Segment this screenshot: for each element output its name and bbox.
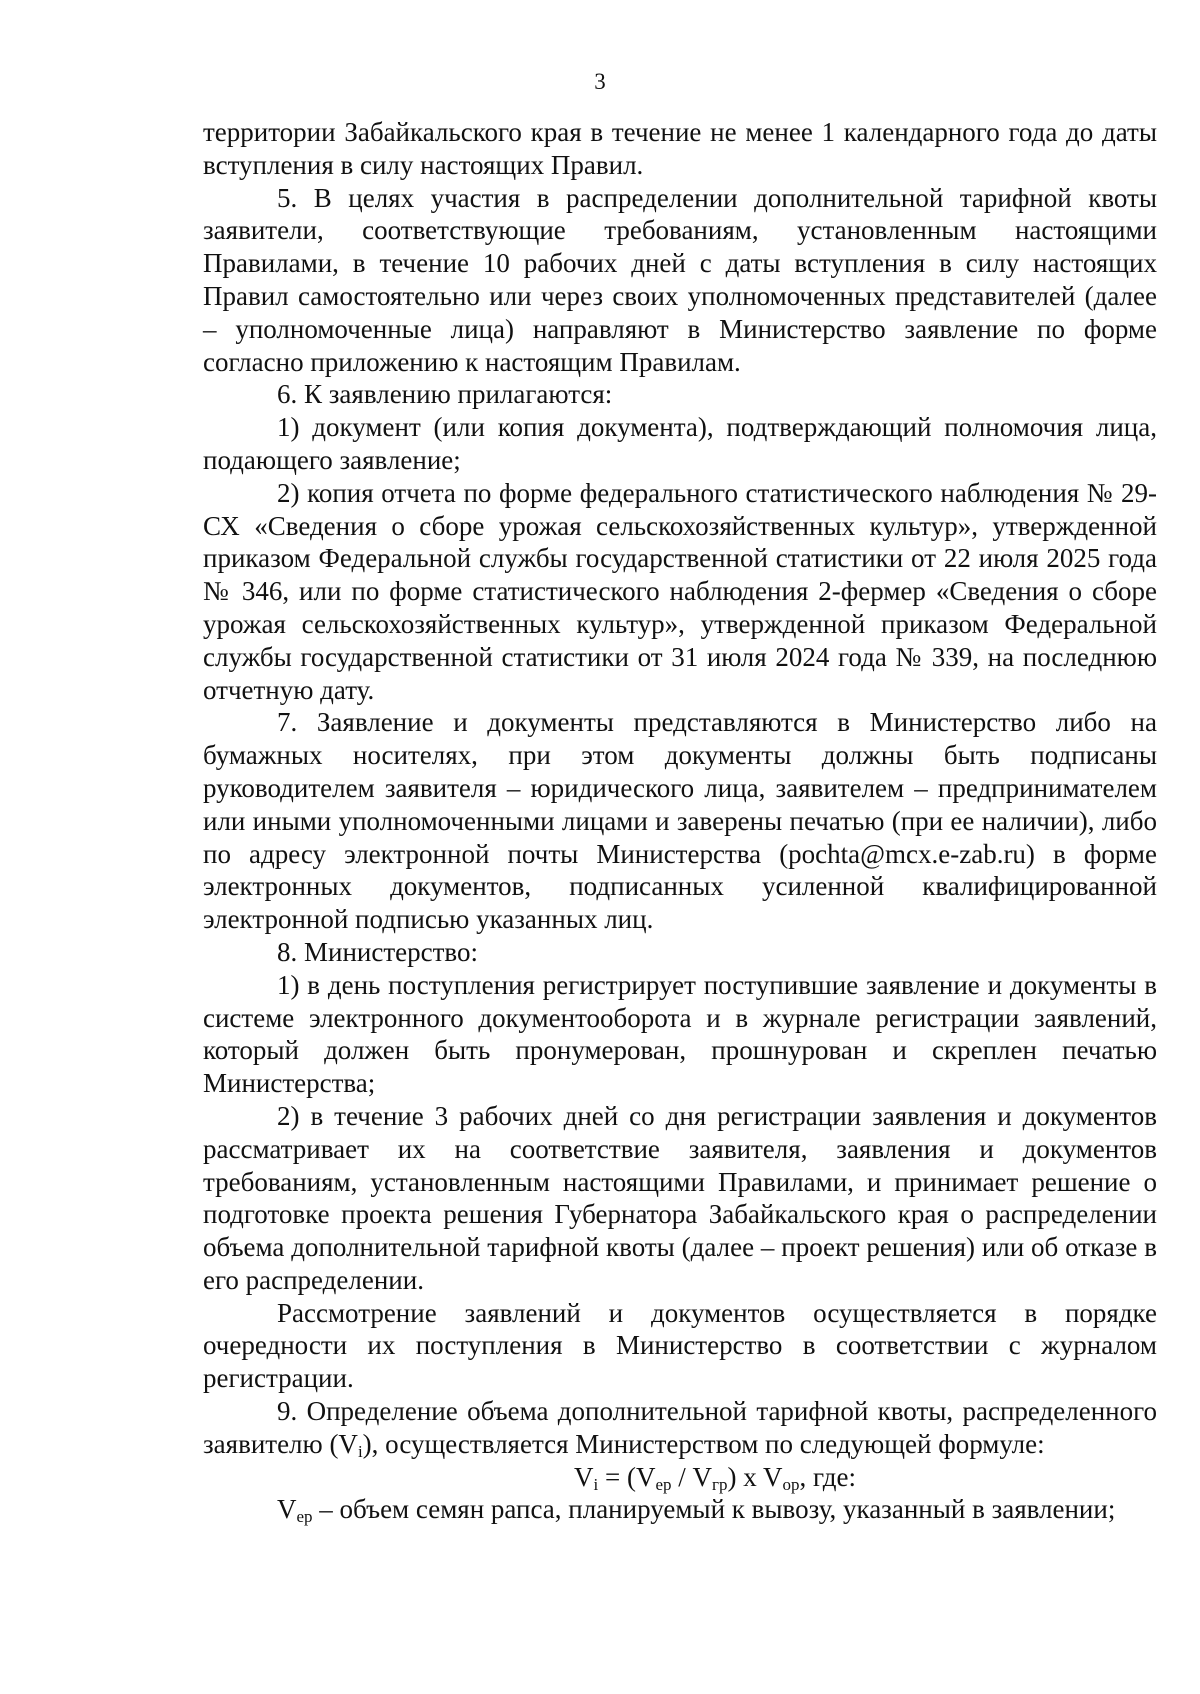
paragraph-6-item-1: 1) документ (или копия документа), подтверждающий полномочия лица, подающего заявление; bbox=[203, 412, 1157, 475]
paragraph-9-text-start: 9. Определение объема дополнительной тарифной квоты, распределенного заявителю (V bbox=[203, 1396, 1157, 1459]
formula-subscript-op: ор bbox=[782, 1474, 800, 1494]
definition-ep-v: V bbox=[277, 1494, 297, 1525]
definition-ep-subscript: ер bbox=[296, 1507, 313, 1527]
paragraph-6: 6. К заявлению прилагаются: bbox=[277, 379, 613, 410]
formula-slash: / V bbox=[671, 1461, 713, 1492]
paragraph-8-item-1: 1) в день поступления регистрирует поступившие заявление и документы в системе электронного документооборота и в журнале регистрации заявлений, который должен быть пронумерован, прошнурован и скреплен печатью Министерства; bbox=[203, 969, 1157, 1099]
paragraph-9 bbox=[203, 1395, 1157, 1461]
paragraph-8: 8. Министерство: bbox=[277, 936, 478, 967]
definition-ep-text: – объем семян рапса, планируемый к вывозу, указанный в заявлении; bbox=[312, 1494, 1116, 1525]
paragraph-8-item-2: 2) в течение 3 рабочих дней со дня регистрации заявления и документов рассматривает их на соответствие заявителя, заявления и документов требованиям, установленным настоящими Правилами, и принимает решение о подготовке проекта решения Губернатора Забайкальского края о распределении объема дополнительной тарифной квоты (далее – проект решения) или об отказе в его распределении. bbox=[203, 1100, 1157, 1295]
paragraph-9-text-end: ), осуществляется Министерством по следующей формуле: bbox=[362, 1428, 1045, 1459]
paragraph-review-order: Рассмотрение заявлений и документов осуществляется в порядке очередности их поступления в Министерство в соответствии с журналом регистрации. bbox=[203, 1297, 1157, 1394]
formula bbox=[203, 1461, 1157, 1494]
formula-v: V bbox=[574, 1461, 594, 1492]
formula-eq-open: = (V bbox=[598, 1461, 656, 1492]
formula-subscript-i: i bbox=[593, 1474, 599, 1494]
paragraph-continuation: территории Забайкальского края в течение не менее 1 календарного года до даты вступления в силу настоящих Правил. bbox=[203, 117, 1157, 180]
paragraph-7: 7. Заявление и документы представляются в Министерство либо на бумажных носителях, при этом документы должны быть подписаны руководителем заявителя – юридического лица, заявителем – предпринимателем или иными уполномоченными лицами и заверены печатью (при ее наличии), либо по адресу электронной почты Министерства (pochta@mcx.e-zab.ru) в форме электронных документов, подписанных усиленной квалифицированной электронной подписью указанных лиц. bbox=[203, 707, 1157, 935]
paragraph-9-subscript-i: i bbox=[357, 1441, 363, 1461]
paragraph-6-item-2: 2) копия отчета по форме федерального статистического наблюдения № 29-СХ «Сведения о сборе урожая сельскохозяйственных культур», утвержденной приказом Федеральной службы государственной статистики от 22 июля 2025 года № 346, или по форме статистического наблюдения 2-фермер «Сведения о сборе урожая сельскохозяйственных культур», утвержденной приказом Федеральной службы государственной статистики от 31 июля 2024 года № 339, на последнюю отчетную дату. bbox=[203, 477, 1157, 705]
document-body bbox=[203, 116, 1157, 1526]
formula-subscript-gr: гр bbox=[712, 1474, 728, 1494]
paragraph-5: 5. В целях участия в распределении дополнительной тарифной квоты заявители, соответствующие требованиям, установленным настоящими Правилами, в течение 10 рабочих дней с даты вступления в силу настоящих Правил самостоятельно или через своих уполномоченных представителей (далее – уполномоченные лица) направляют в Министерство заявление по форме согласно приложению к настоящим Правилам. bbox=[203, 182, 1157, 377]
formula-times: ) x V bbox=[727, 1461, 783, 1492]
formula-tail: , где: bbox=[799, 1461, 856, 1492]
page-number: 3 bbox=[594, 69, 606, 94]
formula-subscript-ep: ер bbox=[655, 1474, 672, 1494]
definition-ep bbox=[203, 1493, 1157, 1526]
